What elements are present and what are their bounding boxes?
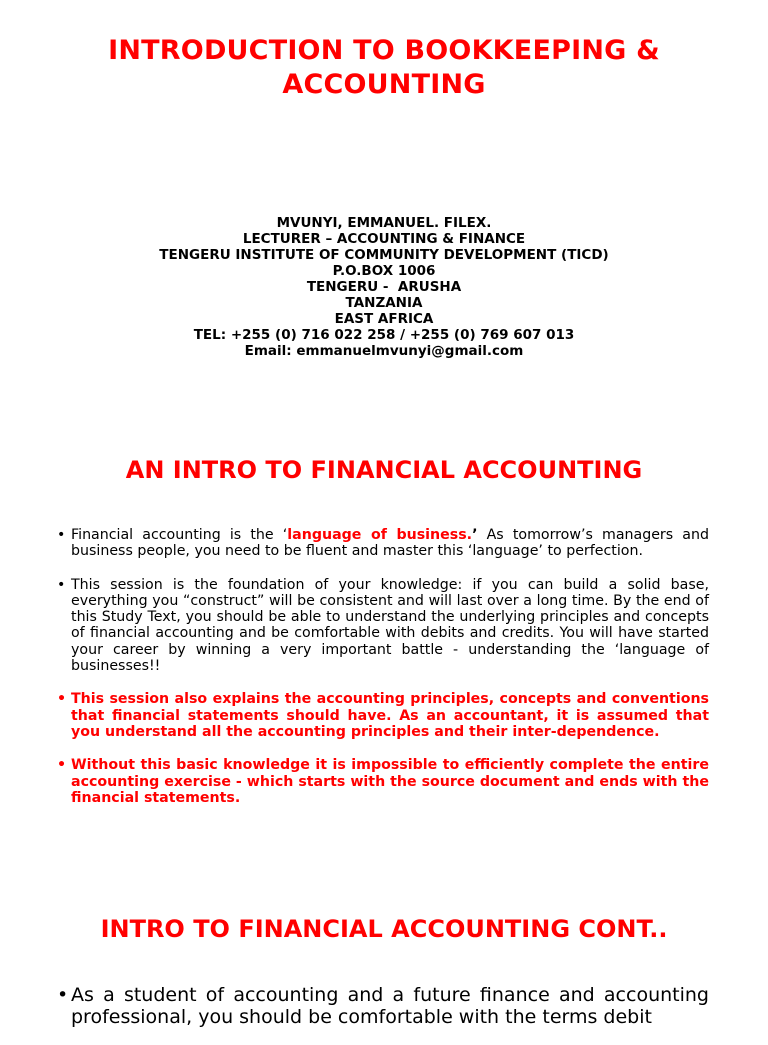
bullet-foundation: • This session is the foundation of your knowledge: if you can build a solid base, everything you “construct” will be consistent and will last over a long time. By the end of this Study Text, you should be able to understand the underlying principles and concepts of financial accounting and be comfortable with debits and credits. You will have started your career by winning a very important battle - understanding the ‘language of businesses!! <box>57 577 709 675</box>
author-block <box>40 215 728 359</box>
author-position: LECTURER – ACCOUNTING & FINANCE <box>242 231 526 247</box>
title-line-1: INTRODUCTION TO BOOKKEEPING & <box>108 35 660 66</box>
document-title <box>40 34 728 102</box>
author-name: MVUNYI, EMMANUEL. FILEX. <box>276 215 492 231</box>
author-pobox: P.O.BOX 1006 <box>332 263 436 279</box>
cont-bullet-list <box>57 984 709 1045</box>
highlight-language-of-business: language of business. <box>287 527 473 543</box>
author-phone: TEL: +255 (0) 716 022 258 / +255 (0) 769 607 013 <box>193 327 575 343</box>
bullet-student-of-accounting: • As a student of accounting and a future finance and accounting professional, you should be comfortable with the terms debit <box>57 984 709 1028</box>
quote-close: ’ <box>472 527 478 543</box>
section-heading-intro-cont: INTRO TO FINANCIAL ACCOUNTING CONT.. <box>100 915 668 943</box>
bullet-text-pre: Financial accounting is the ‘ <box>71 527 288 543</box>
author-town: TENGERU - ARUSHA <box>306 279 462 295</box>
bullet-language-of-business <box>57 527 709 560</box>
author-email: Email: emmanuelmvunyi@gmail.com <box>244 343 524 359</box>
bullet-basic-knowledge: • Without this basic knowledge it is impossible to efficiently complete the entire accounting exercise - which starts with the source document and ends with the financial statements. <box>57 757 709 806</box>
section-heading-intro: AN INTRO TO FINANCIAL ACCOUNTING <box>125 456 643 484</box>
title-line-2: ACCOUNTING <box>282 69 486 100</box>
intro-bullet-list <box>57 527 709 823</box>
author-country: TANZANIA <box>345 295 423 311</box>
bullet-principles: • This session also explains the accounting principles, concepts and conventions that financial statements should have. As an accountant, it is assumed that you understand all the accounting principles and their inter-dependence. <box>57 691 709 740</box>
author-region: EAST AFRICA <box>334 311 434 327</box>
author-institution: TENGERU INSTITUTE OF COMMUNITY DEVELOPMENT (TICD) <box>159 247 609 263</box>
bullet-text-post: As tomorrow’s managers and business people, you need to be fluent and master this ‘language’ to perfection. <box>71 527 709 560</box>
